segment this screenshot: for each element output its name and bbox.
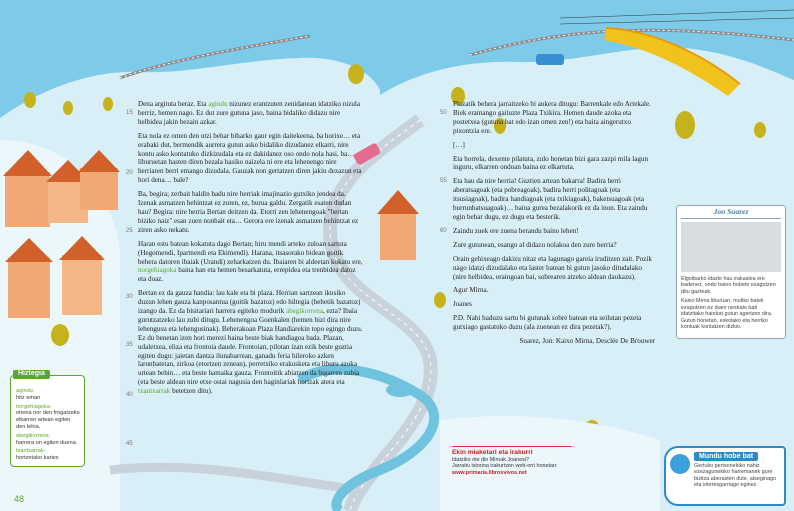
line-number: 45: [126, 441, 133, 447]
line-number: 55: [440, 178, 447, 184]
blue-car: [536, 54, 564, 65]
globe-icon: [670, 454, 690, 474]
reading-prompt-box: [452, 446, 572, 476]
right-column-text: [453, 100, 655, 351]
left-paragraph-5: Bertan ez da gauza handia: lau kale eta bi plaza. Herrian sartzean ikusiko duzun lehen gauza kanposantua (goitik bazatoz) edo hiltegia (behetik bazatoz) izango da. Ez da bisitariari harrera egiteko modurik abegikorrena, ezta? Ibaia gurutzatzeko lau zubi ditugu. Lehenengoa Goenkalen (hemen bizi dira nire lehengusu eta lehengusinak). Beherakoan Plaza Handiarekin topo egingo duzu. Ez du benetan izen hori merezi baina beste biak handiagoa bada. Plazan, udaletxea, eliza eta frontoia daude. Frontoian, pilotan izan ezik beste guztia egiten dugu: jaietan dantza ilunabarrean, ganadu feria hileroko azken larunbatetan, zirkoa (etortzen zenean), perretxiko erakusketa eta liburu azoka urtean behin… eta beste hamaika gauza. Frontoitik abiatzen da bigarren zubia (eta beste aldean nire etxe ostai nagusia den haginlariak hortzak atera eta txantxarrak betetzen ditu).: [138, 289, 363, 396]
page-number-left: 48: [14, 494, 25, 504]
vocab-norgehiagoka: norgehiagoka: [138, 266, 177, 275]
author-box: [676, 205, 786, 339]
line-number: 40: [126, 392, 133, 398]
right-paragraph-1: Plazatik behera jarraitzeko bi aukera ditugu: Barrenkale edo Artekale. Biek eramango gaituzte Plaza Txikira. Hemen daude azoka eta postetxea (gutuna bat edo izan omen zen!) eta baita aingerutxo pixontzia ere.: [453, 100, 651, 135]
reading-prompt-url[interactable]: www.primaria.librosvivos.net: [452, 469, 527, 476]
vocab-agindu: agindu: [208, 100, 228, 108]
glossary-title: Hiztegia: [13, 370, 50, 379]
author-book-summary: Kaixo Mirna liburuan, mutiko batek ezagutzen ez duen neskato bati idatzitako hainbat gutun agertzen dira. Gutun horietan, eskolako eta herriko kontuak kontatzen dizkio.: [681, 298, 773, 330]
right-paragraph-2: […]: [453, 140, 465, 149]
glossary-term: abegikorrena:: [16, 432, 51, 439]
line-number: 35: [126, 342, 133, 348]
power-line: [560, 10, 794, 18]
source-signature: Suarez, Jon: Kaixo Mirna, Desclée De Brouwer: [519, 337, 655, 346]
better-world-box: [664, 446, 786, 506]
glossary-term: agindu:: [16, 388, 35, 394]
line-number: 50: [440, 110, 447, 116]
better-world-title: Mundu hobe bat: [694, 452, 758, 461]
right-paragraph-6: Zure gutunean, esango al didazu nolakoa den zure herria?: [453, 240, 617, 249]
right-paragraph-3: Eta horrela, dexente pilatuta, zulo honetan bizi gara zazpi mila lagun inguru, elkarren ondoan baina ez elkartuta.: [453, 154, 648, 172]
line-number: 15: [126, 110, 133, 116]
author-name: Jon Suarez: [681, 209, 781, 219]
vocab-txantxarrak: txantxarrak: [138, 387, 171, 396]
glossary-term: norgehiagoka:: [16, 403, 52, 410]
right-paragraph-9: Joanes: [453, 300, 472, 309]
glossary-box: [10, 370, 85, 467]
line-number: 60: [440, 228, 447, 234]
vocab-abegikorrena: abegikorrena: [285, 307, 323, 316]
author-photo: [681, 222, 781, 272]
right-paragraph-5: Zaindu zuek ere zuena berandu baino lehen!: [453, 226, 579, 235]
glossary-definition: onena nor den frogatzeko elkarren artean egiten den lehia.: [16, 410, 80, 430]
right-paragraph-8: Agur Mirna.: [453, 286, 489, 295]
left-paragraph-1: Dena argituta beraz. Eta agindu nizunez erantzuten zenidanean idatziko nizula berriz, hemen nago. Ez dut zure gutuna jaso, baina bidaliko didazu nire helbidea jakin bezain azkar.: [138, 100, 361, 126]
glossary-definition: harrera on egiten duena.: [16, 439, 78, 446]
author-bio: Elgoibarko idazle hau irakaslea ere badenez, ondo baino hobeto ezagutzen ditu gazteak.: [681, 275, 776, 295]
glossary-definition: hortzetako karies: [16, 455, 59, 462]
glossary-definition: hitz eman: [16, 394, 41, 401]
right-paragraph-4: Eta hau da nire herria! Guztien artean bakarra! Badira herri aberatsagoak (eta pobreagoak), badira herri politagoak (eta itsusiagoak), badira handiagoak (eta txikiagoak), baketsuagoak (eta burrunbatsuagoak)… baina gurea bezalakorik ez da inon. Eta zaindu egin behar dugu, ez dugu eta besterik.: [453, 177, 648, 221]
reading-prompt-line: Jarraitu istorioa irakurtzen web-orri honetan:: [452, 463, 558, 470]
line-number: 20: [126, 170, 133, 176]
right-paragraph-10: P.D. Nahi baduzu sartu bi gutunak sobre batean eta seilutan pezeta gutxiago gastatuko duzu (ala zuenean ez dira pezetak?).: [453, 314, 642, 332]
reading-prompt-title: Ekin miaketari eta irakurri: [452, 449, 533, 456]
right-paragraph-7: Orain gehixeago dakizu nitaz eta lagunago gareia iruditzen zait. Pozik nago idatzi dizudalako eta laster batean bi gutun jasoko ditudalako (nire helbidea, oraingoan bai, sobrearen atzeko aldean daukazu).: [453, 254, 652, 281]
glossary-term: txantxarrak:: [16, 448, 46, 455]
reading-prompt-line: Idatziko ote dio Mirnak Joanesi?: [452, 456, 530, 463]
line-number: 25: [126, 228, 133, 234]
left-paragraph-4: Haran estu batean kokatuta dago Bertan; hiru mendi arteko zuloan sartuta (Hegomendi, Iparmendi eta Ekimendi). Harana, itsasorako bidean goitik behera datoren ibaiak (Urandi) zeharkatzen du. Ibaiaren bi aldeetan kokatu ere, norgehiagoka baina han eta hemen besarkatuta, errepidea eta trenbidea datoz eta doaz.: [138, 239, 363, 284]
better-world-text: Gertuko pertsonekiko nahiz ezezagunekiko harremanek gure bizitza aberasten dute, atseginago eta interesgarriago eginez.: [694, 463, 777, 489]
left-paragraph-3: Ba, begira; zerbait baldin badu nire herriak imajinazio gutxiko jendea da. Izenak asmatzen behintzat ez zuten, ez, burua galdu. Zergatik esaten dudan hau? Begira: nire herria Bertan deitzen da. Etorri zen lehenengoak "bertan biziko naiz" esan zuen nonbait eta… Gerora ere izenak asmatzen behintzat ez ziren asko nekatu.: [138, 190, 359, 234]
left-paragraph-2: Eta nola ez omen den utzi behar biharko gaur egin daitekeena, ba horixe… eta erabaki dut, bermendik aurrera gutun asko bidaliko dizudanez elkarri, nire kontu asko kontatuko dizkizudala eta ez dakidanez oso ondo nola hasi, ba… liburuetan hasten diren bezala hasiko naizela ni ere eta lehenengo nire herriaren berri emango dizudala. Gauzak non gertatzen diren jakin dezazun eta hori dena… bale?: [138, 131, 362, 185]
line-number: 30: [126, 294, 133, 300]
left-column-text: [138, 100, 363, 401]
